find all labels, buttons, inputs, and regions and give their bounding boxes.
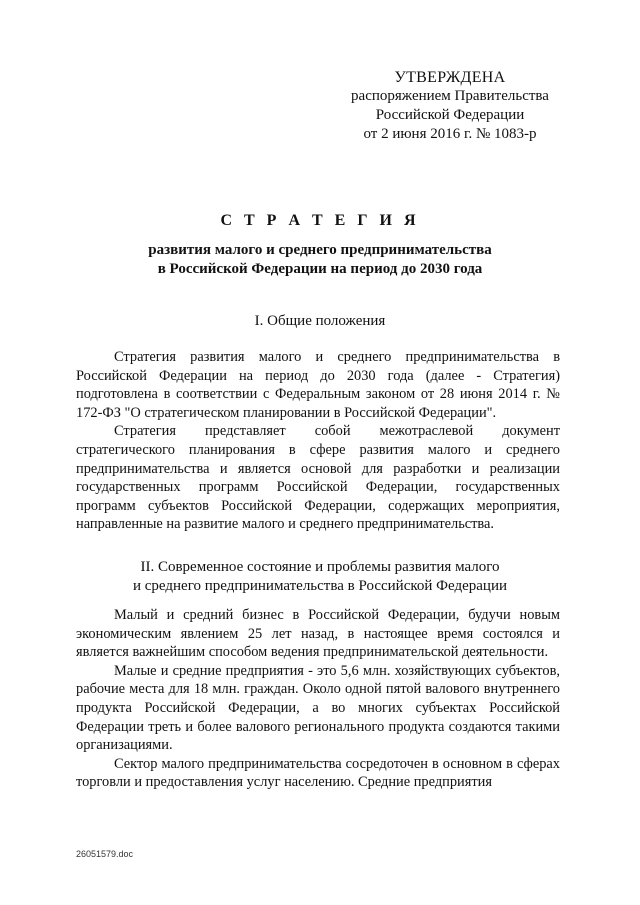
section-1-heading: I. Общие положения xyxy=(254,313,386,329)
footer-filename: 26051579.doc xyxy=(76,849,134,859)
subtitle-line-2: в Российской Федерации на период до 2030 года xyxy=(157,261,483,277)
approval-date-number: от 2 июня 2016 г. № 1083-р xyxy=(363,126,537,142)
subtitle-line-1: развития малого и среднего предпринимательства xyxy=(148,242,492,258)
paragraph: Стратегия развития малого и среднего предпринимательства в Российской Федерации на период до 2030 года (далее - Стратегия) подготовлена в соответствии с Федеральным законом от 28 июня 2014 г. № 172-ФЗ "О стратегическом планировании в Российской Федерации". xyxy=(76,349,560,421)
document-subtitle xyxy=(0,241,640,279)
paragraph: Малые и средние предприятия - это 5,6 млн. хозяйствующих субъектов, рабочие места для 18 млн. граждан. Около одной пятой валового внутреннего продукта Российской Федерации, а во многих субъектах Российской Федерации треть и более валового регионального продукта создаются такими организациями. xyxy=(76,662,560,754)
approval-heading: УТВЕРЖДЕНА xyxy=(394,69,506,86)
approval-federation: Российской Федерации xyxy=(375,107,525,123)
document-title: С Т Р А Т Е Г И Я xyxy=(220,212,420,229)
paragraph: Малый и средний бизнес в Российской Федерации, будучи новым экономическим явлением 25 лет назад, в настоящее время состоялся и является важнейшим способом ведения предпринимательской деятельности. xyxy=(76,607,560,661)
approval-stamp xyxy=(340,68,560,144)
section-1-body xyxy=(76,348,560,534)
approval-authority: распоряжением Правительства xyxy=(351,88,549,104)
paragraph: Стратегия представляет собой межотраслевой документ стратегического планирования в сфере развития малого и среднего предпринимательства и является основой для разработки и реализации государственных программ Российской Федерации, государственных программ субъектов Российской Федерации, содержащих мероприятия, направленные на развитие малого и среднего предпринимательства. xyxy=(76,423,560,533)
section-2-heading-line-2: и среднего предпринимательства в Российской Федерации xyxy=(132,578,508,594)
section-2-heading-line-1: II. Современное состояние и проблемы развития малого xyxy=(140,559,500,575)
section-2-body xyxy=(76,606,560,792)
section-2-heading xyxy=(0,558,640,596)
paragraph: Сектор малого предпринимательства сосредоточен в основном в сферах торговли и предоставления услуг населению. Средние предприятия xyxy=(76,755,560,791)
